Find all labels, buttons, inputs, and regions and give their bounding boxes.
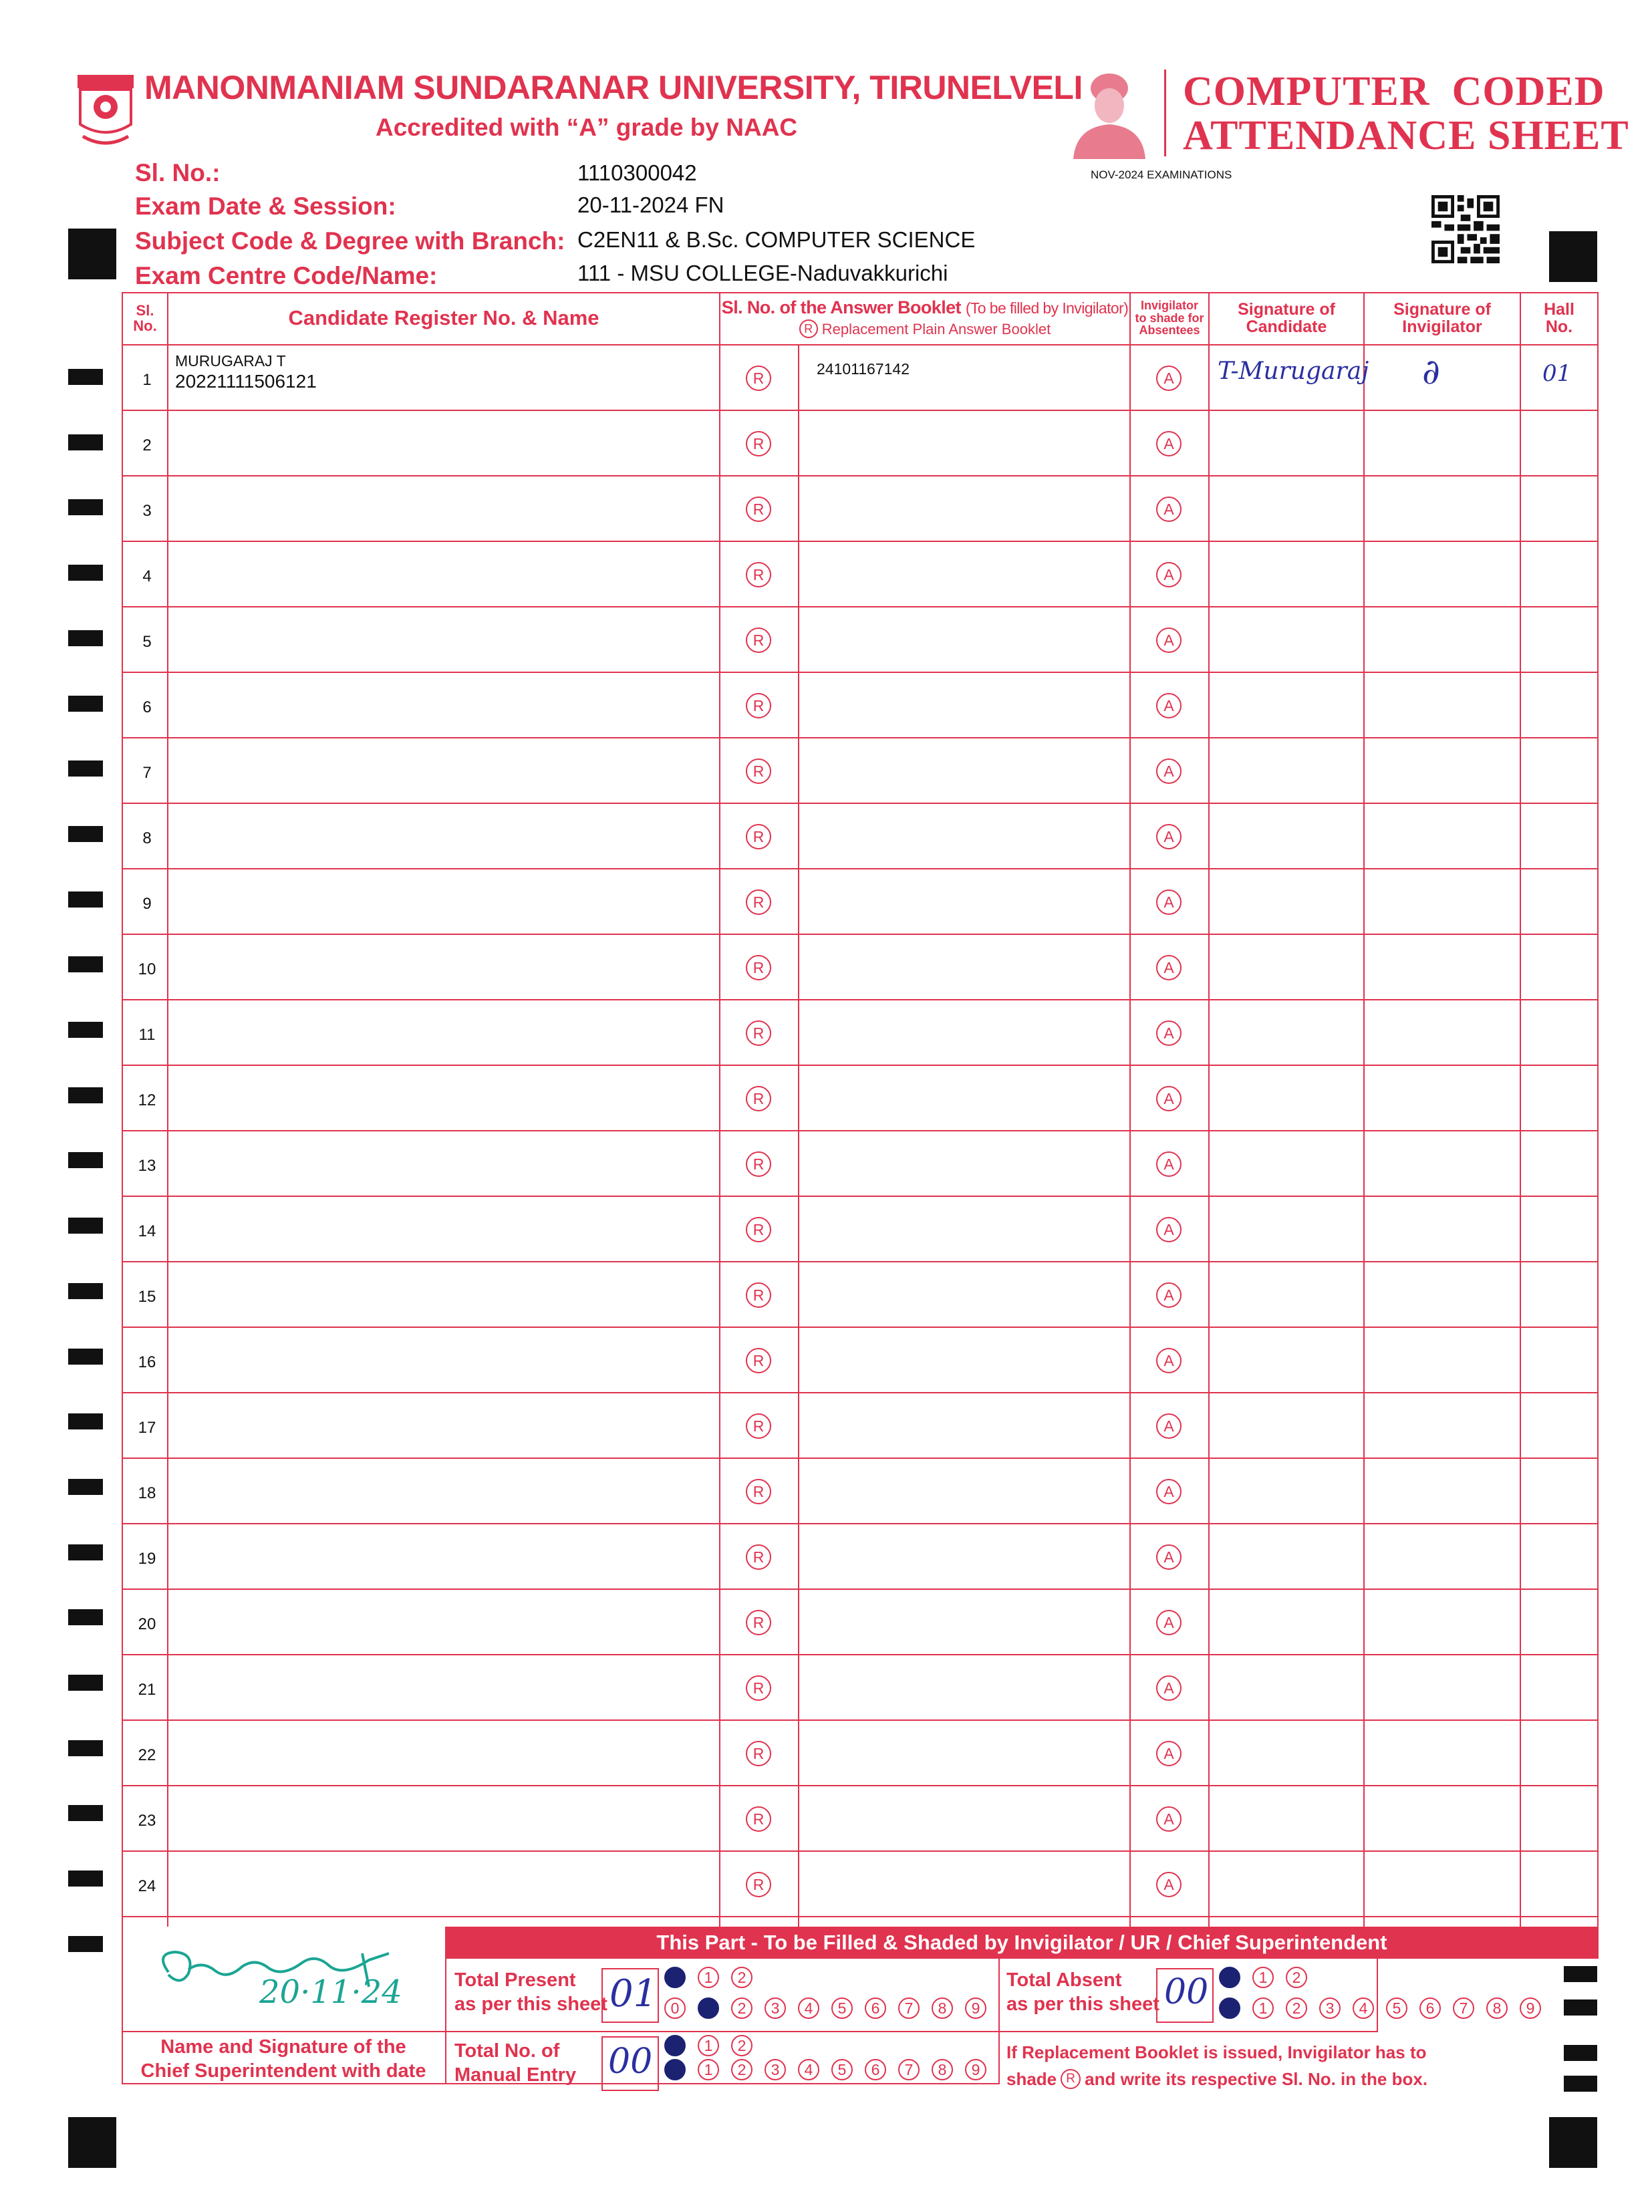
absentee-bubble[interactable]: A: [1156, 1413, 1182, 1439]
digit-bubble[interactable]: 0: [664, 2035, 686, 2056]
replacement-bubble[interactable]: R: [746, 1151, 771, 1177]
replacement-bubble[interactable]: R: [746, 1610, 771, 1635]
digit-bubble[interactable]: 0: [664, 2059, 686, 2080]
header-sig-candidate-line-1: Signature of: [1238, 299, 1335, 319]
timing-mark: [68, 1152, 103, 1168]
accreditation-text: Accredited with “A” grade by NAAC: [376, 114, 798, 141]
absentee-bubble[interactable]: A: [1156, 1675, 1182, 1701]
digit-bubble[interactable]: 4: [798, 1997, 819, 2019]
row-sl-no: 7: [142, 764, 152, 782]
absentee-bubble[interactable]: A: [1156, 824, 1182, 849]
replacement-bubble[interactable]: R: [746, 1217, 771, 1242]
total-present-line-1: Total Present: [454, 1969, 576, 1991]
absentee-bubble[interactable]: A: [1156, 1217, 1182, 1242]
timing-mark: [68, 499, 103, 515]
absentee-bubble[interactable]: A: [1156, 955, 1182, 980]
row-sl-no: 18: [138, 1484, 156, 1502]
replacement-bubble[interactable]: R: [746, 1282, 771, 1308]
digit-bubble[interactable]: 0: [1219, 1997, 1240, 2019]
header-sig-invigilator: [1365, 292, 1520, 344]
row-sl-no: 13: [138, 1157, 156, 1175]
candidate-register-no: 20221111506121: [175, 371, 317, 392]
sheet-title-line-1: COMPUTER CODED: [1183, 69, 1605, 114]
alignment-mark: [1549, 2117, 1597, 2168]
digit-bubble[interactable]: 1: [698, 2059, 719, 2080]
timing-mark: [68, 826, 103, 842]
alignment-mark: [68, 229, 116, 279]
absentee-bubble[interactable]: A: [1156, 1610, 1182, 1635]
total-present-line-2: as per this sheet: [454, 1993, 607, 2015]
total-absent-value: 00: [1164, 1972, 1209, 2012]
manual-entry-line-1: Total No. of: [454, 2040, 560, 2062]
table-row: [122, 1590, 1599, 1655]
section-divider: [122, 2031, 1000, 2032]
absentee-bubble[interactable]: A: [1156, 562, 1182, 587]
row-sl-no: 22: [138, 1746, 156, 1764]
row-sl-no: 3: [142, 502, 152, 520]
timing-mark: [68, 1871, 103, 1887]
row-sl-no: 14: [138, 1222, 156, 1240]
table-row: [122, 1786, 1599, 1852]
total-absent-line-1: Total Absent: [1006, 1969, 1122, 1991]
table-row: [122, 1328, 1599, 1393]
header-divider: [1164, 70, 1166, 156]
row-sl-no: 21: [138, 1681, 156, 1699]
centre-value: 111 - MSU COLLEGE-Naduvakkurichi: [577, 261, 948, 285]
header-absentee-line-2: to shade for: [1135, 311, 1204, 325]
row-sl-no: 1: [142, 371, 152, 389]
table-row: [122, 411, 1599, 476]
header-hall-line-2: No.: [1545, 317, 1573, 336]
header-booklet: [720, 292, 1129, 344]
header-replacement: [799, 319, 1051, 338]
absentee-bubble[interactable]: A: [1156, 758, 1182, 784]
section-banner: This Part - To be Filled & Shaded by Invigilator / UR / Chief Superintendent: [445, 1927, 1599, 1959]
digit-bubble[interactable]: 3: [1319, 1997, 1341, 2019]
header-sl-no-line-2: No.: [133, 317, 157, 334]
row-sl-no: 16: [138, 1353, 156, 1371]
header-hall-line-1: Hall: [1544, 299, 1574, 319]
header-sig-candidate-line-2: Candidate: [1246, 317, 1327, 336]
chief-label: [122, 2035, 445, 2083]
digit-bubble[interactable]: 1: [698, 1967, 719, 1988]
total-present-value: 01: [609, 1972, 658, 2016]
row-sl-no: 15: [138, 1288, 156, 1306]
absentee-bubble[interactable]: A: [1156, 366, 1182, 391]
replacement-bubble[interactable]: R: [746, 1413, 771, 1439]
timing-mark: [68, 1609, 103, 1625]
header-absentee-line-3: Absentees: [1139, 323, 1200, 337]
replacement-bubble[interactable]: R: [746, 1479, 771, 1504]
row-sl-no: 10: [138, 960, 156, 978]
digit-bubble[interactable]: 6: [865, 1997, 886, 2019]
header-candidate: Candidate Register No. & Name: [288, 305, 599, 329]
absentee-bubble[interactable]: A: [1156, 628, 1182, 653]
timing-mark: [68, 1675, 103, 1691]
row-sl-no: 11: [138, 1026, 156, 1044]
university-name: MANONMANIAM SUNDARANAR UNIVERSITY, TIRUNELVELI: [144, 69, 1083, 106]
alignment-mark: [1549, 231, 1597, 282]
table-row: [122, 1262, 1599, 1328]
replacement-bubble[interactable]: R: [746, 1348, 771, 1373]
digit-bubble[interactable]: 5: [831, 1997, 853, 2019]
digit-bubble[interactable]: 8: [932, 1997, 953, 2019]
replacement-bubble[interactable]: R: [746, 562, 771, 587]
table-row: [122, 345, 1599, 411]
digit-bubble[interactable]: 8: [932, 2059, 953, 2080]
timing-mark: [68, 1740, 103, 1756]
row-sl-no: 6: [142, 698, 152, 716]
digit-bubble[interactable]: 5: [831, 2059, 853, 2080]
digit-bubble[interactable]: 4: [798, 2059, 819, 2080]
chief-signature-date: 20·11·24: [259, 1973, 402, 2011]
absentee-bubble[interactable]: A: [1156, 693, 1182, 718]
absentee-bubble[interactable]: A: [1156, 1282, 1182, 1308]
sl-no-value: 1110300042: [577, 160, 697, 185]
timing-mark: [68, 891, 103, 908]
attendance-table: [122, 292, 1599, 1927]
replacement-bubble[interactable]: R: [746, 366, 771, 391]
digit-bubble[interactable]: 6: [1419, 1997, 1441, 2019]
replacement-bubble[interactable]: R: [746, 1086, 771, 1111]
table-row: [122, 1459, 1599, 1524]
digit-bubble[interactable]: 0: [664, 1997, 686, 2019]
replacement-bubble[interactable]: R: [746, 824, 771, 849]
digit-bubble[interactable]: 8: [1486, 1997, 1508, 2019]
hall-no: 01: [1542, 360, 1572, 387]
absentee-bubble[interactable]: A: [1156, 1806, 1182, 1832]
timing-mark: [68, 956, 103, 972]
digit-bubble[interactable]: 3: [765, 1997, 786, 2019]
absentee-bubble[interactable]: A: [1156, 1086, 1182, 1111]
digit-bubble[interactable]: 9: [1520, 1997, 1541, 2019]
absentee-bubble[interactable]: A: [1156, 1348, 1182, 1373]
digit-bubble[interactable]: 7: [898, 2059, 920, 2080]
header-sig-candidate: [1210, 292, 1363, 344]
exam-date-label: Exam Date & Session:: [135, 192, 396, 220]
table-row: [122, 869, 1599, 935]
replacement-note-shade: shade: [1006, 2069, 1057, 2089]
replacement-bubble[interactable]: R: [746, 1675, 771, 1701]
row-sl-no: 12: [138, 1091, 156, 1109]
alignment-mark: [68, 2117, 116, 2168]
timing-mark: [68, 1218, 103, 1234]
chief-label-line-1: Name and Signature of the: [160, 2036, 406, 2058]
digit-bubble[interactable]: 2: [731, 2035, 752, 2056]
replacement-bubble[interactable]: R: [746, 1020, 771, 1046]
digit-bubble[interactable]: 9: [965, 2059, 986, 2080]
table-row: [122, 1524, 1599, 1590]
digit-bubble[interactable]: 4: [1353, 1997, 1374, 2019]
manual-entry-value: 00: [608, 2042, 653, 2082]
table-row: [122, 1393, 1599, 1459]
replacement-bubble[interactable]: R: [746, 1806, 771, 1832]
table-row: [122, 1852, 1599, 1917]
replacement-symbol-icon: R: [799, 319, 818, 338]
digit-bubble[interactable]: 0: [1219, 1967, 1240, 1988]
absentee-bubble[interactable]: A: [1156, 497, 1182, 522]
absentee-bubble[interactable]: A: [1156, 1151, 1182, 1177]
digit-bubble[interactable]: 2: [1286, 1967, 1307, 1988]
row-sl-no: 19: [138, 1550, 156, 1568]
total-absent-line-2: as per this sheet: [1006, 1993, 1159, 2015]
table-row: [122, 738, 1599, 804]
row-sl-no: 4: [142, 567, 152, 585]
digit-bubble[interactable]: 0: [664, 1967, 686, 1988]
table-row: [122, 1000, 1599, 1066]
replacement-bubble[interactable]: R: [746, 758, 771, 784]
timing-mark: [68, 434, 103, 450]
replacement-bubble[interactable]: R: [746, 628, 771, 653]
digit-bubble[interactable]: 2: [731, 1997, 752, 2019]
manual-entry-label: [454, 2039, 576, 2087]
table-row: [122, 804, 1599, 869]
replacement-symbol-icon: R: [1061, 2069, 1081, 2089]
timing-mark: [68, 1413, 103, 1429]
replacement-note-line-2: [1006, 2066, 1427, 2092]
timing-mark: [68, 1283, 103, 1299]
section-divider: [998, 2031, 1378, 2032]
header-booklet-main: Sl. No. of the Answer Booklet: [721, 297, 961, 317]
replacement-note-line-1: If Replacement Booklet is issued, Invigilator has to: [1006, 2042, 1427, 2062]
invigilator-section: [122, 1927, 1599, 2089]
digit-bubble[interactable]: 1: [1252, 1997, 1274, 2019]
timing-mark: [68, 369, 103, 385]
absentee-bubble[interactable]: A: [1156, 1020, 1182, 1046]
timing-mark: [68, 630, 103, 646]
founder-portrait-icon: [1067, 68, 1152, 159]
digit-bubble[interactable]: 5: [1386, 1997, 1407, 2019]
section-divider: [1377, 1959, 1378, 2032]
row-sl-no: 5: [142, 633, 152, 651]
table-row: [122, 1131, 1599, 1197]
table-row: [122, 935, 1599, 1000]
section-divider: [998, 1959, 1000, 2032]
header-replacement-text: Replacement Plain Answer Booklet: [821, 320, 1051, 337]
table-row: [122, 607, 1599, 673]
digit-bubble[interactable]: 2: [1286, 1997, 1307, 2019]
table-row: [122, 1721, 1599, 1786]
timing-mark: [68, 1544, 103, 1560]
sl-no-label: Sl. No.:: [135, 159, 221, 186]
digit-bubble[interactable]: 6: [865, 2059, 886, 2080]
replacement-note: [1006, 2039, 1427, 2092]
absentee-bubble[interactable]: A: [1156, 1479, 1182, 1504]
header-sl-no: [123, 292, 167, 344]
timing-mark: [68, 1022, 103, 1038]
absentee-bubble[interactable]: A: [1156, 431, 1182, 456]
sheet-title: [1183, 70, 1629, 158]
digit-bubble[interactable]: 9: [965, 1997, 986, 2019]
subject-value: C2EN11 & B.Sc. COMPUTER SCIENCE: [577, 227, 976, 252]
digit-bubble[interactable]: 2: [731, 1967, 752, 1988]
header-booklet-title: [722, 298, 1128, 317]
timing-mark: [68, 1087, 103, 1103]
absentee-bubble[interactable]: A: [1156, 1741, 1182, 1766]
row-sl-no: 9: [142, 895, 152, 913]
row-sl-no: 8: [142, 829, 152, 847]
row-sl-no: 17: [138, 1419, 156, 1437]
replacement-bubble[interactable]: R: [746, 955, 771, 980]
digit-bubble[interactable]: 7: [898, 1997, 920, 2019]
absentee-bubble[interactable]: A: [1156, 1544, 1182, 1570]
manual-entry-line-2: Manual Entry: [454, 2064, 577, 2086]
replacement-bubble[interactable]: R: [746, 431, 771, 456]
exam-session-label: NOV-2024 EXAMINATIONS: [1091, 168, 1232, 181]
sheet-title-line-2: ATTENDANCE SHEET: [1183, 113, 1629, 158]
header-absentee-line-1: Invigilator: [1140, 298, 1198, 312]
total-absent-label: [1006, 1968, 1159, 2016]
table-row: [122, 673, 1599, 738]
table-row: [122, 1197, 1599, 1262]
table-row: [122, 542, 1599, 607]
replacement-note-rest: and write its respective Sl. No. in the box.: [1085, 2069, 1428, 2089]
replacement-bubble[interactable]: R: [746, 497, 771, 522]
header-absentee: [1131, 292, 1208, 344]
timing-mark: [68, 1479, 103, 1495]
timing-mark: [68, 565, 103, 581]
university-logo: [74, 72, 138, 152]
absentee-bubble[interactable]: A: [1156, 1872, 1182, 1897]
table-row: [122, 1655, 1599, 1721]
replacement-bubble[interactable]: R: [746, 1872, 771, 1897]
row-sl-no: 2: [142, 436, 152, 454]
digit-bubble[interactable]: 1: [698, 2035, 719, 2056]
chief-label-line-2: Chief Superintendent with date: [140, 2060, 426, 2082]
timing-mark: [68, 1805, 103, 1821]
digit-bubble[interactable]: 1: [1252, 1967, 1274, 1988]
timing-mark: [68, 761, 103, 777]
header-sl-no-line-1: Sl.: [136, 301, 154, 319]
table-row: [122, 476, 1599, 542]
centre-label: Exam Centre Code/Name:: [135, 262, 438, 289]
digit-bubble[interactable]: 3: [765, 2059, 786, 2080]
subject-label: Subject Code & Degree with Branch:: [135, 227, 565, 255]
answer-booklet-no: 24101167142: [817, 360, 910, 378]
row-sl-no: 23: [138, 1812, 156, 1830]
replacement-bubble[interactable]: R: [746, 1544, 771, 1570]
qr-code-icon: [1431, 195, 1500, 263]
candidate-signature: T-Murugaraj: [1218, 358, 1369, 385]
digit-bubble[interactable]: 2: [731, 2059, 752, 2080]
header-sig-invigilator-line-1: Signature of: [1393, 299, 1491, 319]
exam-date-value: 20-11-2024 FN: [577, 192, 724, 217]
header-sig-invigilator-line-2: Invigilator: [1402, 317, 1482, 336]
total-present-label: [454, 1968, 607, 2016]
replacement-bubble[interactable]: R: [746, 889, 771, 915]
row-divider: [122, 1916, 1599, 1917]
timing-mark: [68, 696, 103, 712]
digit-bubble[interactable]: 7: [1453, 1997, 1474, 2019]
absentee-bubble[interactable]: A: [1156, 889, 1182, 915]
row-sl-no: 24: [138, 1877, 156, 1895]
replacement-bubble[interactable]: R: [746, 1741, 771, 1766]
header-booklet-note: (To be filled by Invigilator): [965, 299, 1129, 317]
candidate-name: MURUGARAJ T: [175, 352, 286, 370]
row-sl-no: 20: [138, 1615, 156, 1633]
timing-mark: [68, 1349, 103, 1365]
invigilator-signature: ∂: [1422, 352, 1440, 392]
header-hall: [1521, 292, 1597, 344]
table-row: [122, 1066, 1599, 1131]
timing-mark: [68, 1936, 103, 1952]
replacement-bubble[interactable]: R: [746, 693, 771, 718]
digit-bubble[interactable]: 1: [698, 1997, 719, 2019]
